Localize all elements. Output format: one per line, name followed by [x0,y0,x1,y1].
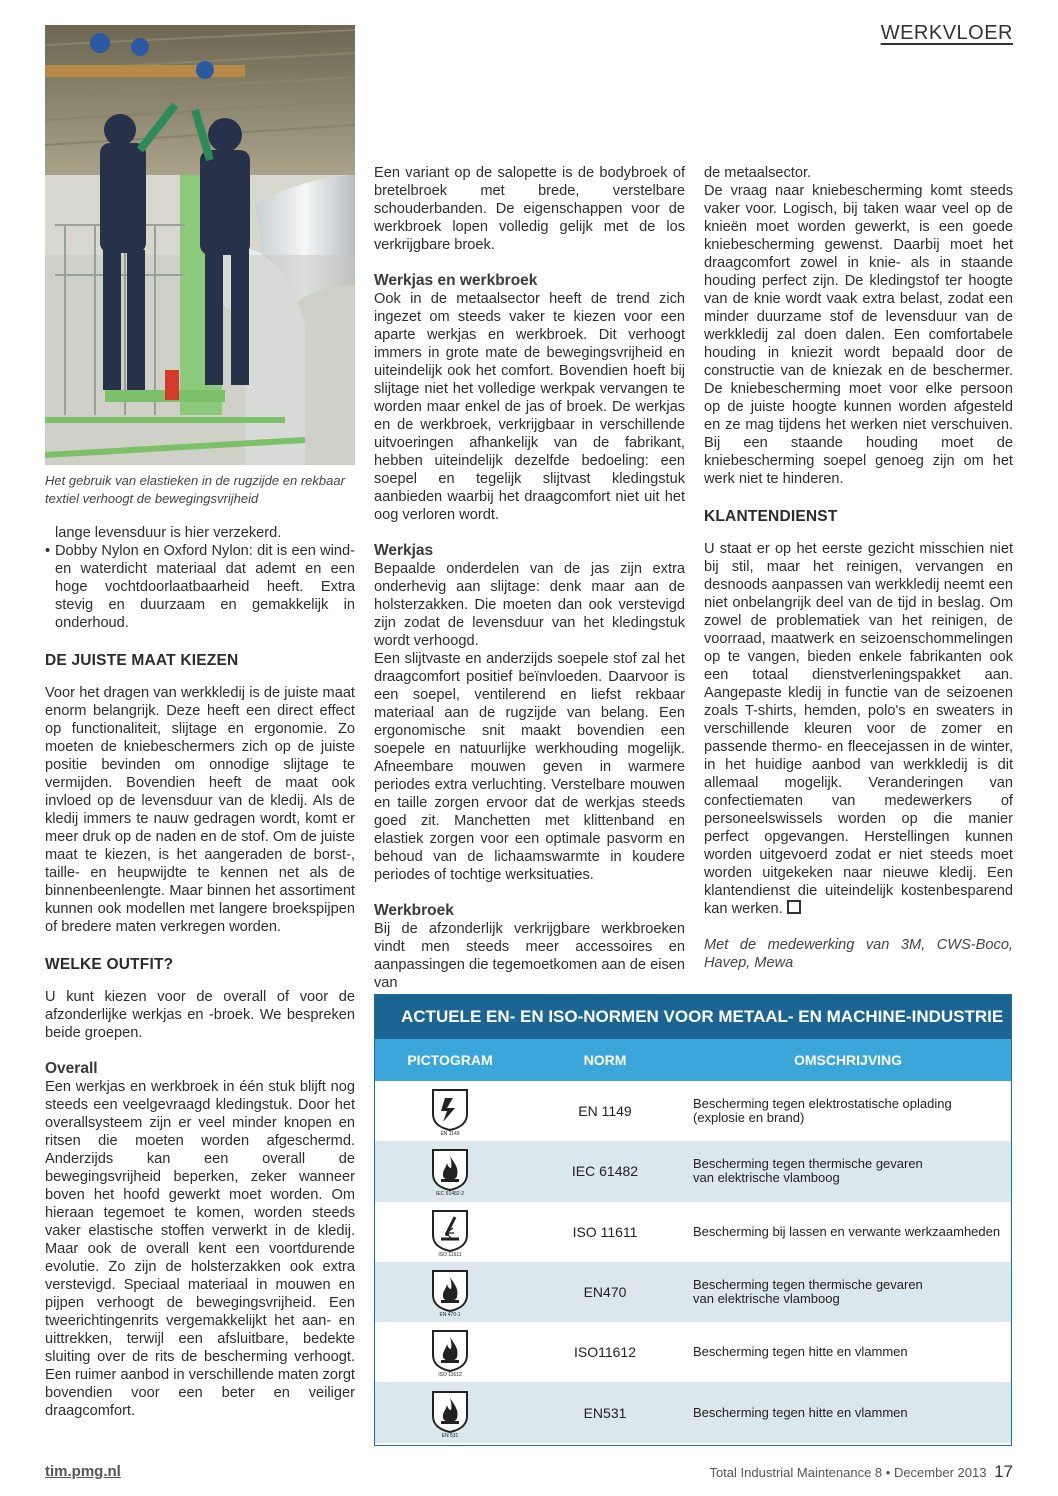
norm-row [375,1081,1011,1141]
norm-row [375,1382,1011,1442]
pictogram-label: ISO 11611 [438,1251,462,1257]
norm-code: EN470 [583,1284,627,1301]
description-line: Bescherming tegen thermische gevaren [693,1156,923,1172]
paragraph: Een werkjas en werkbroek in één stuk blijft nog steeds een veelgevraagd kledingstuk. Door het overallsysteem zijn er veel minder knopen en ritsen die moeten worden afgeschermd. Anderzijds kan een overall de bewegingsvrijheid beperken, zeker wanneer boven het hoofd gewerkt moet worden. Om hieraan tegemoet te komen, worden steeds vaker elastische stoffen verwerkt in de kledij. Maar ook de overall kent een voortdurende evolutie. Zo zijn de holsterzakken ook extra verstevigd. Speciaal materiaal in mouwen en pijpen verhoogt de bewegingsvrijheid. Een tweerichtingenrits vergemakkelijkt het aan- en uittrekken, terwijl een afsluitbare, bedekte sluiting over de rits de bescherming verhoogt. Een ruimer aanbod in verschillende maten zorgt bovendien voor een beter en veiliger draagcomfort. [45,1079,355,1419]
norm-code: IEC 61482 [571,1163,639,1180]
magazine-issue: Total Industrial Maintenance 8 • December 2013 [709,1465,987,1480]
norm-code: EN 1149 [578,1103,632,1120]
photo-caption: Het gebruik van elastieken in de rugzijde en rekbaar textiel verhoogt de bewegingsvrijheid [45,473,345,506]
page-footer [709,1462,1013,1482]
header-norm: NORM [583,1052,627,1068]
norms-table-header [375,1039,1011,1081]
description-line: van elektrische vlamboog [693,1291,840,1307]
norm-code: ISO 11611 [572,1223,638,1240]
norms-table [374,994,1012,1446]
norm-code: ISO11612 [573,1344,636,1361]
header-pictogram: PICTOGRAM [407,1052,493,1068]
bullet-item [45,542,355,632]
paragraph: Bepaalde onderdelen van de jas zijn extra onderhevig aan slijtage: denk maar aan de holsterzakken. Die moeten dan ook verstevigd zijn zodat de levensduur van het kledingstuk wordt verhoogd. [374,561,685,649]
description-line: Bescherming tegen hitte en vlammen [693,1344,908,1360]
description-line: Bescherming tegen elektrostatische oplading [693,1096,952,1112]
pictogram-cell [375,1267,525,1317]
page-number: 17 [994,1462,1013,1481]
static-electricity-icon [427,1086,473,1136]
pictogram-label: IEC 61482-2 [435,1191,465,1197]
pictogram-cell [375,1207,525,1257]
bullet-icon: • [45,543,51,559]
paragraph-text: U staat er op het eerste gezicht misschien niet bij stil, maar het reinigen, vervangen en desnoods aanpassen van werkkledij neemt een niet onbelangrijk deel van de tijd in beslag. Om zowel de problematiek van het reinigen, de voorraad, maatwerk en seizoenschommelingen op te vangen, bieden enkele fabrikanten ook een totaal dienstverleningspakket aan. Aangepaste kledij in functie van de seizoenen zoals T-shirts, hemden, polo's en sweaters in verschillende kleuren voor de zomer en passende thermo- en fleecejassen in de winter, in het huidige aanbod van werkkledij is dit allemaal mogelijk. Veranderingen van confectiematen van medewerkers of personeelswissels worden op die manier perfect opgevangen. Herstellingen kunnen worden uitgevoerd zodat er niet steeds moet worden uitgekeken naar nieuwe kledij. Een klantendienst die uiteindelijk kostenbesparend kan werken. [704,541,1013,917]
description-line: van elektrische vlamboog [693,1170,840,1186]
norm-description [685,1345,1011,1359]
header-omschrijving: OMSCHRIJVING [793,1052,903,1068]
paragraph: de metaalsector. [704,165,812,181]
pictogram-cell [375,1327,525,1377]
paragraph-klantendienst [704,540,1013,918]
norm-description [685,1225,1011,1239]
end-mark-icon [787,900,801,914]
norm-description [685,1157,1011,1185]
description-line: Bescherming bij lassen en verwante werkzaamheden [693,1223,1001,1239]
paragraph: De vraag naar kniebescherming komt steeds vaker voor. Logisch, bij taken waar veel op de knieën moet worden gewerkt, is een goede kniebescherming gewenst. Daarbij moet het draagcomfort zowel in knie- als in staande houding perfect zijn. De kledingstof ter hoogte van de knie wordt vaak extra belast, zodat een minder duurzame stof de levensduur van de werkkledij zal doen dalen. Een comfortabele houding in kniezit wordt bepaald door de constructie van de kniezak en de beschermer. De kniebescherming moet voor elke persoon op de juiste hoogte kunnen worden afgesteld en ze mag tijdens het werken niet verschuiven. Bij een staande houding moet de kniebescherming soepel genoeg zijn om het werk niet te hinderen. [704,183,1013,487]
pictogram-cell [375,1146,525,1196]
heading-klantendienst: KLANTENDIENST [704,508,838,525]
pictogram-label: EN 1149 [440,1131,460,1137]
heading-juiste-maat: DE JUISTE MAAT KIEZEN [45,652,239,669]
heading-werkbroek: Werkbroek [374,902,454,919]
description-line: Bescherming tegen hitte en vlammen [693,1404,908,1420]
paragraph: lange levensduur is hier verzekerd. [55,525,282,541]
pictogram-label: EN 531 [441,1432,459,1438]
paragraph: Voor het dragen van werkkledij is de juiste maat enorm belangrijk. Deze heeft een direct effect op functionaliteit, slijtage en ergonomie. Zo moeten de kniebeschermers zich op de juiste positie bevinden om onnodige slijtage te vermijden. Bovendien heeft de maat ook invloed op de levensduur van de kledij. Als de kledij immers te nauw gedragen wordt, komt er meer druk op de naden en de stof. Om de juiste maat te kiezen, is het aangeraden de borst-, taille- en heupwijdte te kennen net als de binnenbeenlengte. Maar binnen het assortiment kunnen ook modellen met langere broekspijpen of bredere maten verkregen worden. [45,685,355,935]
norm-code: EN531 [583,1404,627,1421]
welding-icon [427,1207,473,1257]
pictogram-label: EN 470-1 [439,1312,461,1318]
norm-description [685,1406,1011,1420]
heading-werkjas-werkbroek: Werkjas en werkbroek [374,272,538,289]
website-link[interactable]: tim.pmg.nl [45,1463,121,1480]
column-2 [374,164,685,992]
norm-description [685,1278,1011,1306]
pictogram-cell [375,1388,525,1438]
description-line: Bescherming tegen thermische gevaren [693,1277,923,1293]
norm-description [685,1097,1011,1125]
pictogram-label: ISO 11612 [438,1372,462,1378]
heading-overall: Overall [45,1060,98,1077]
paragraph: Een slijtvaste en anderzijds soepele stof zal het draagcomfort positief beïnvloeden. Daarvoor is een soepel, ventilerend en liefst rekbaar materiaal aan de rugzijde van belang. Een ergonomische snit maakt bovendien een soepele en natuurlijke werkhouding mogelijk. Afneembare mouwen geven in warmere periodes extra verluchting. Verstelbare mouwen en taille zorgen ervoor dat de werkjas steeds goed zit. Manchetten met klittenband en elastiek zorgen voor een optimale pasvorm en behoud van de lichaamswarmte in koudere periodes of tochtige werksituaties. [374,651,685,883]
workers-photo [45,25,355,465]
flame-icon [427,1388,473,1438]
paragraph: U kunt kiezen voor de overall of voor de afzonderlijke werkjas en -broek. We bespreken beide groepen. [45,989,355,1041]
column-1 [45,524,355,1420]
norms-table-title: ACTUELE EN- EN ISO-NORMEN VOOR METAAL- EN MACHINE-INDUSTRIE [375,995,1011,1039]
norm-row [375,1322,1011,1382]
paragraph: Een variant op de salopette is de bodybroek of bretelbroek met brede, verstelbare schouderbanden. De eigenschappen voor de werkbroek lopen volledig gelijk met de los verkrijgbare broek. [374,165,685,253]
paragraph: Ook in de metaalsector heeft de trend zich ingezet om steeds vaker te kiezen voor een aparte werkjas en werkbroek. Dit verhoogt immers in grote mate de bewegingsvrijheid en uiteindelijk ook het comfort. Bovendien hoeft bij slijtage niet het volledige werkpak vervangen te worden maar enkel de jas of broek. De werkjas en de werkbroek, verkrijgbaar in verschillende uitvoeringen afhankelijk van de fabrikant, hebben uiteindelijk dezelfde bedoeling: een soepel en tegelijk slijtvast kledingstuk aanbieden waarbij het draagcomfort niet uit het oog verloren wordt. [374,291,685,523]
norm-row [375,1141,1011,1201]
bullet-text: Dobby Nylon en Oxford Nylon: dit is een wind- en waterdicht materiaal dat ademt en een hoge vochtdoorlaatbaarheid heeft. Extra stevig en duurzaam en gemakkelijk in onderhoud. [55,543,355,631]
heading-werkjas: Werkjas [374,542,434,559]
flame-icon [427,1327,473,1377]
credit-line: Met de medewerking van 3M, CWS-Boco, Havep, Mewa [704,937,1013,971]
flame-icon [427,1267,473,1317]
norm-row [375,1202,1011,1262]
pictogram-cell [375,1086,525,1136]
norm-row [375,1262,1011,1322]
section-title: WERKVLOER [880,22,1013,44]
description-line: (explosie en brand) [693,1110,805,1126]
heading-welke-outfit: WELKE OUTFIT? [45,956,174,973]
flame-icon [427,1146,473,1196]
paragraph: Bij de afzonderlijk verkrijgbare werkbroeken vindt men steeds meer accessoires en aanpassingen die tegemoetkomen aan de eisen van [374,921,685,991]
column-3 [704,164,1013,972]
